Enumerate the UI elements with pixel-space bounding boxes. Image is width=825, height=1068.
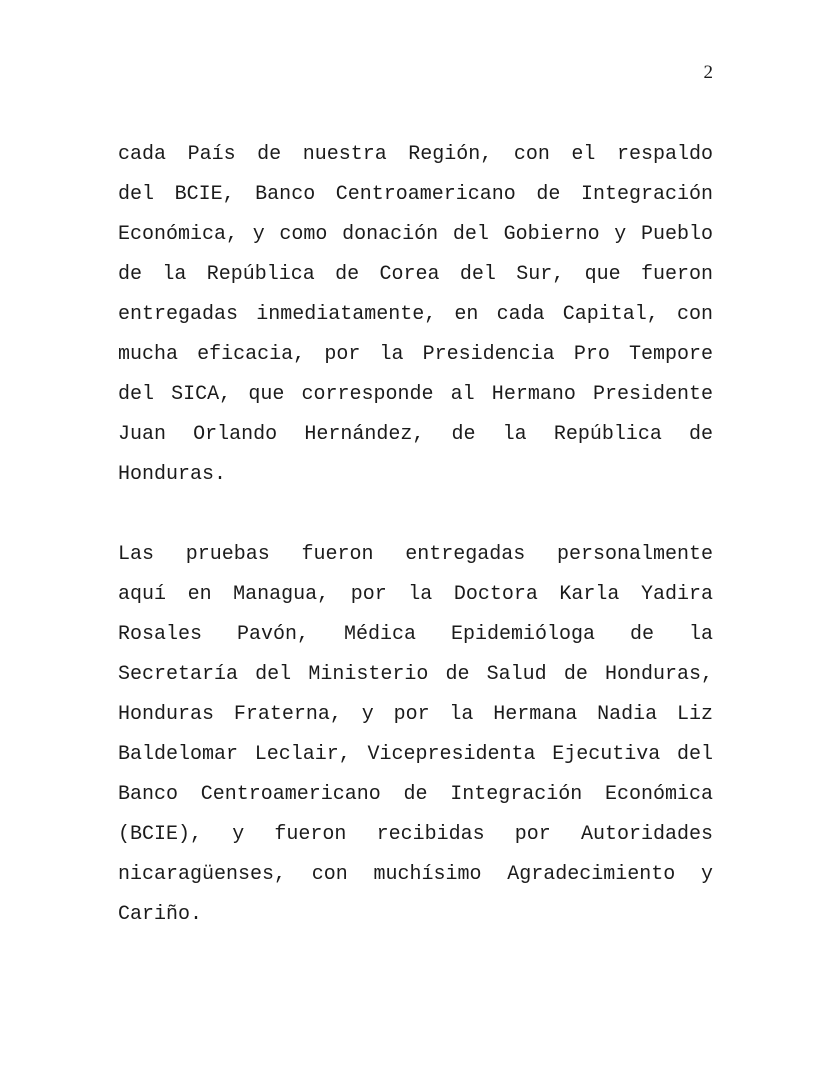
- text-line: Honduras Fraterna, y por la Hermana Nadia Liz: [118, 703, 713, 726]
- body-text: [118, 135, 713, 935]
- text-line: del SICA, que corresponde al Hermano Presidente: [118, 383, 713, 406]
- text-line: aquí en Managua, por la Doctora Karla Yadira: [118, 583, 713, 606]
- text-line: entregadas inmediatamente, en cada Capital, con: [118, 303, 713, 326]
- page-number: 2: [703, 62, 713, 83]
- text-line: Baldelomar Leclair, Vicepresidenta Ejecutiva del: [118, 743, 713, 766]
- text-line: Las pruebas fueron entregadas personalmente: [118, 543, 713, 566]
- text-line: de la República de Corea del Sur, que fueron: [118, 263, 713, 286]
- text-line: nicaragüenses, con muchísimo Agradecimiento y: [118, 863, 713, 886]
- text-line: Juan Orlando Hernández, de la República de: [118, 423, 713, 446]
- text-line: mucha eficacia, por la Presidencia Pro Tempore: [118, 343, 713, 366]
- text-line: Banco Centroamericano de Integración Económica: [118, 783, 713, 806]
- text-line: Cariño.: [118, 903, 203, 926]
- paragraph-2: [118, 535, 713, 935]
- paragraph-1: [118, 135, 713, 495]
- text-line: Honduras.: [118, 463, 227, 486]
- text-line: Secretaría del Ministerio de Salud de Honduras,: [118, 663, 713, 686]
- text-line: Rosales Pavón, Médica Epidemióloga de la: [118, 623, 713, 646]
- text-line: del BCIE, Banco Centroamericano de Integración: [118, 183, 713, 206]
- text-line: (BCIE), y fueron recibidas por Autoridades: [118, 823, 713, 846]
- text-line: cada País de nuestra Región, con el respaldo: [118, 143, 713, 166]
- text-line: Económica, y como donación del Gobierno y Pueblo: [118, 223, 713, 246]
